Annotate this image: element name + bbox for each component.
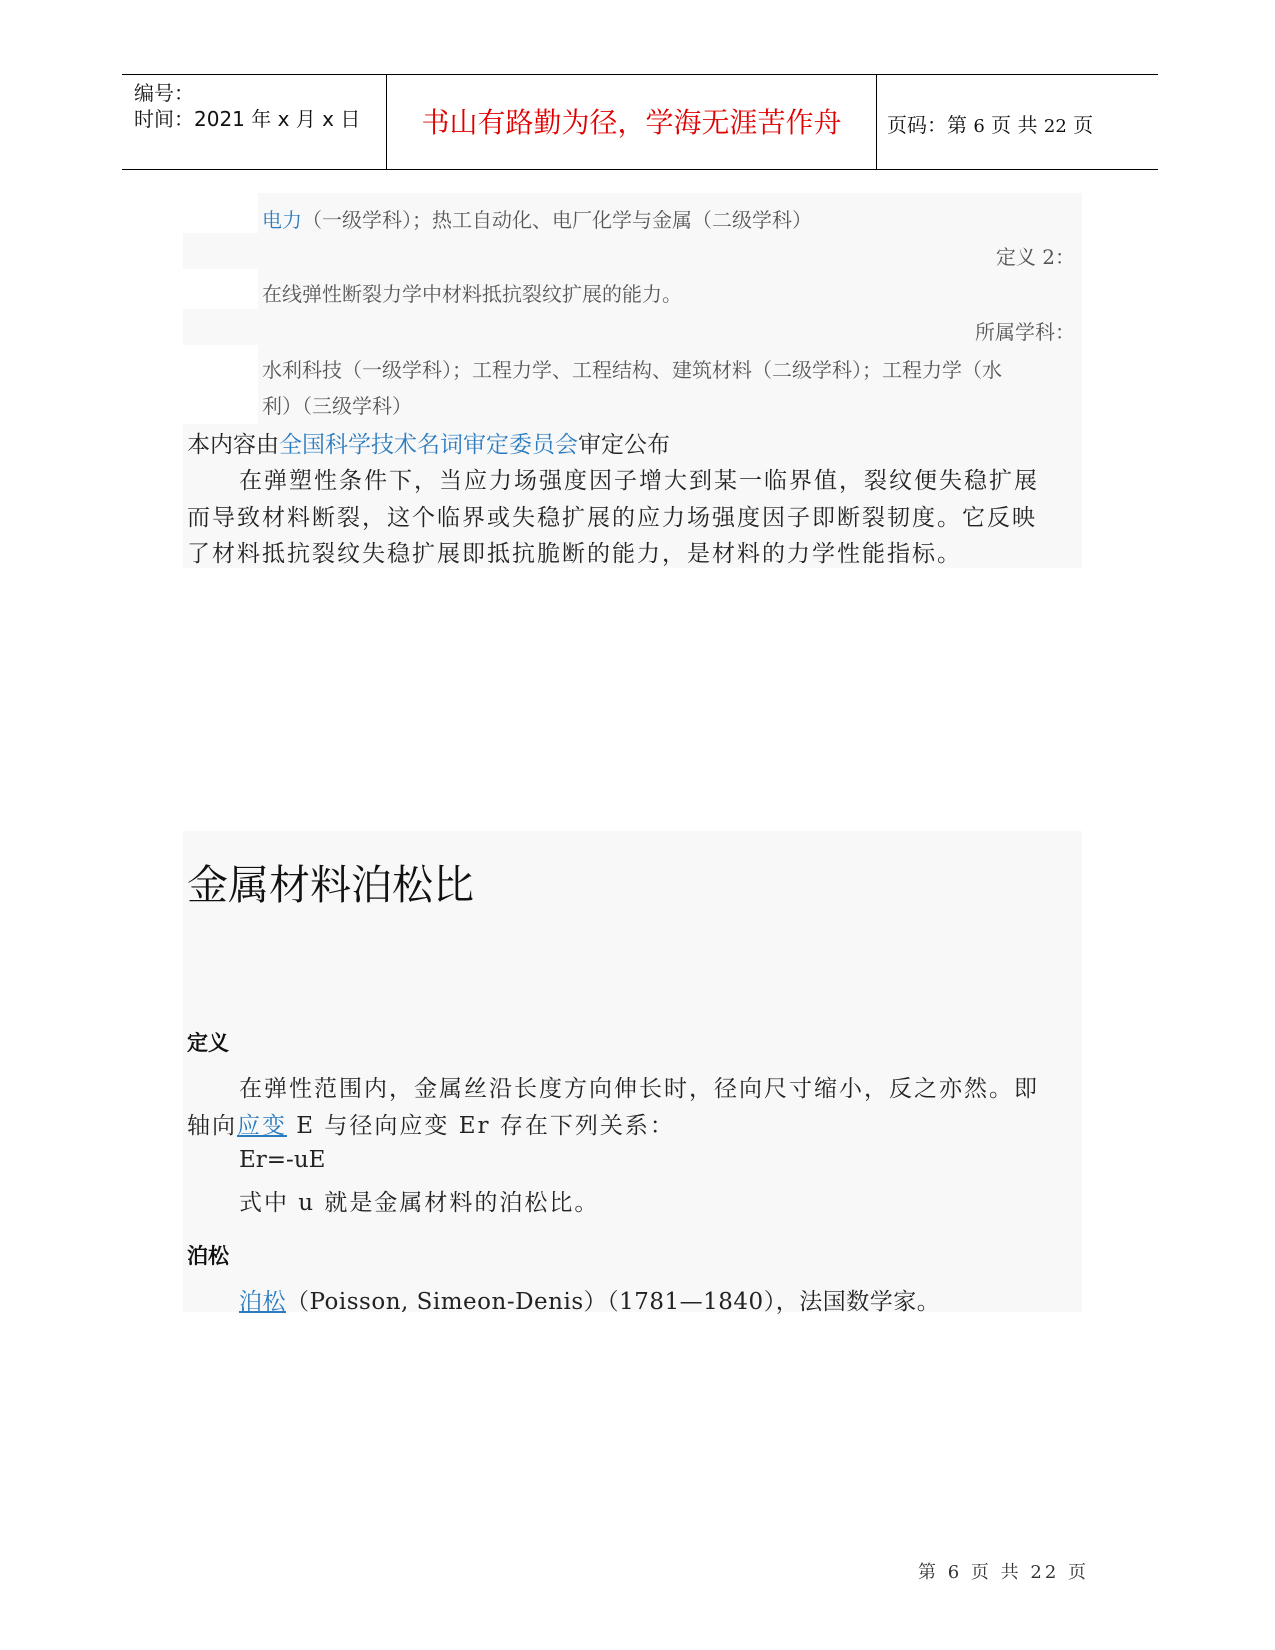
paragraph-line: 而导致材料断裂，这个临界或失稳扩展的应力场强度因子即断裂韧度。它反映 (187, 505, 1037, 531)
definition-line: 在弹性范围内，金属丝沿长度方向伸长时，径向尺寸缩小，反之亦然。即 (239, 1076, 1039, 1102)
definition-prefix: 轴向 (187, 1113, 237, 1139)
page-footer: 第 6 页 共 22 页 (918, 1562, 1089, 1583)
page-header (122, 74, 1158, 170)
section-title: 金属材料泊松比 (187, 861, 474, 909)
page-total: 22 (1043, 116, 1067, 137)
source-prefix: 本内容由 (187, 432, 279, 458)
subject-line (262, 204, 812, 233)
page-current: 6 (973, 116, 985, 137)
source-line (187, 426, 670, 459)
header-page-info (887, 109, 1093, 138)
header-page-cell (875, 75, 1158, 169)
subject-text-line2: 利）（三级学科） (262, 394, 412, 418)
page-prefix: 页码：第 (887, 113, 967, 137)
definition-suffix: E 与径向应变 Er 存在下列关系： (287, 1113, 675, 1139)
paragraph-line: 了材料抵抗裂纹失稳扩展即抵抗脆断的能力，是材料的力学性能指标。 (187, 541, 962, 567)
subject-line-text: （一级学科）；热工自动化、电厂化学与金属（二级学科） (302, 208, 812, 232)
poisson-line (239, 1283, 940, 1316)
subject-label: 所属学科： (975, 320, 1075, 344)
poisson-text: （Poisson, Simeon-Denis）（1781—1840），法国数学家。 (286, 1289, 941, 1315)
page-suffix: 页 (1073, 113, 1094, 137)
definition-2-label: 定义 2： (995, 245, 1075, 269)
definition-heading: 定义 (187, 1031, 229, 1055)
definition-line (187, 1107, 675, 1140)
page-mid: 页 共 (991, 113, 1038, 137)
time-label: 时间：2021 年 x 月 x 日 (134, 107, 361, 131)
serial-label: 编号： (134, 81, 194, 105)
poisson-link[interactable]: 泊松 (239, 1289, 286, 1315)
formula-note: 式中 u 就是金属材料的泊松比。 (239, 1190, 600, 1216)
source-link[interactable]: 全国科学技术名词审定委员会 (279, 432, 578, 458)
definition-2-text: 在线弹性断裂力学中材料抵抗裂纹扩展的能力。 (262, 282, 682, 306)
formula: Er=-uE (239, 1147, 326, 1173)
header-meta-cell (122, 75, 386, 169)
subject-link-power[interactable]: 电力 (262, 208, 302, 232)
header-motto-cell (386, 75, 877, 169)
subject-text-line1: 水利科技（一级学科）；工程力学、工程结构、建筑材料（二级学科）；工程力学（水 (262, 358, 1002, 382)
motto: 书山有路勤为径，学海无涯苦作舟 (421, 106, 842, 139)
background-band (183, 233, 1082, 269)
paragraph-line: 在弹塑性条件下，当应力场强度因子增大到某一临界值，裂纹便失稳扩展 (239, 468, 1039, 494)
source-suffix: 审定公布 (578, 432, 670, 458)
background-band (183, 309, 1082, 345)
poisson-heading: 泊松 (187, 1244, 229, 1268)
strain-link[interactable]: 应变 (237, 1113, 287, 1139)
